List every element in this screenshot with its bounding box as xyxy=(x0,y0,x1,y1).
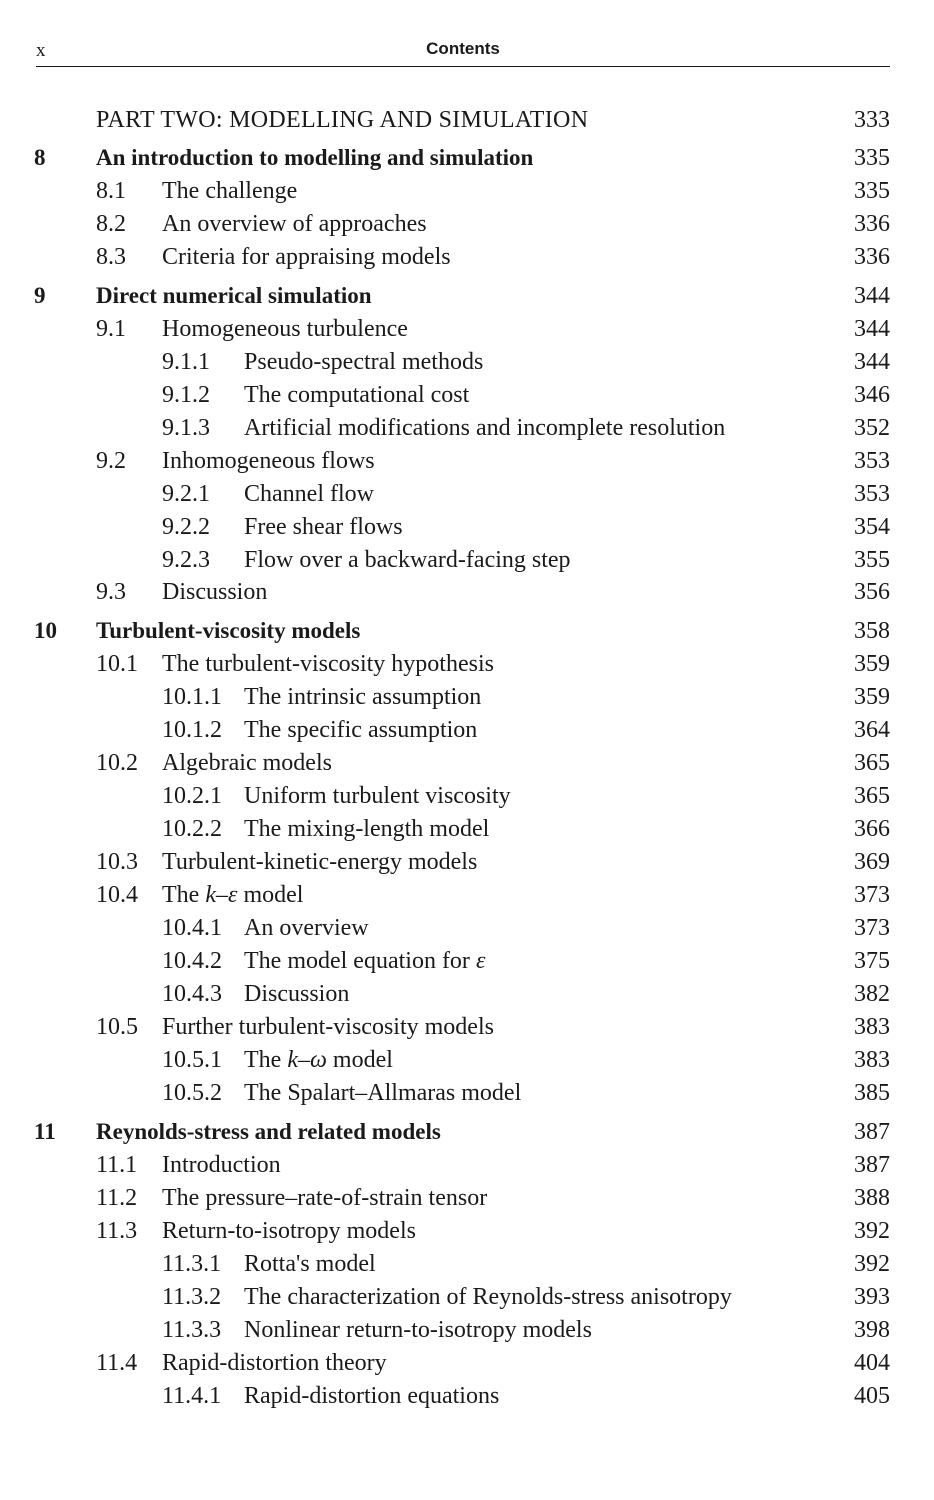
toc-chapter-entry[interactable] xyxy=(0,280,934,312)
toc-subsection-entry[interactable] xyxy=(0,978,934,1010)
subsection-number: 10.2.2 xyxy=(162,816,222,842)
section-number: 10.4 xyxy=(96,882,138,908)
chapter-page-number: 387 xyxy=(854,1119,890,1145)
section-title: Turbulent-kinetic-energy models xyxy=(162,849,478,875)
section-number: 11.3 xyxy=(96,1218,138,1244)
toc-section-entry[interactable] xyxy=(0,241,934,273)
section-page-number: 335 xyxy=(854,178,890,204)
subsection-title: Artificial modifications and incomplete resolution xyxy=(244,415,726,441)
section-page-number: 383 xyxy=(854,1014,890,1040)
part-title: PART TWO: MODELLING AND SIMULATION xyxy=(96,107,589,133)
section-page-number: 353 xyxy=(854,448,890,474)
section-page-number: 388 xyxy=(854,1185,890,1211)
subsection-page-number: 364 xyxy=(854,717,890,743)
subsection-number: 10.5.1 xyxy=(162,1047,222,1073)
section-title: The challenge xyxy=(162,178,298,204)
section-title: Inhomogeneous flows xyxy=(162,448,375,474)
section-title: The pressure–rate-of-strain tensor xyxy=(162,1185,488,1211)
subsection-title: The model equation for ε xyxy=(244,948,486,974)
subsection-page-number: 398 xyxy=(854,1317,890,1343)
toc-subsection-entry[interactable] xyxy=(0,1248,934,1280)
subsection-number: 11.3.2 xyxy=(162,1284,222,1310)
toc-subsection-entry[interactable] xyxy=(0,945,934,977)
toc-section-entry[interactable] xyxy=(0,1149,934,1181)
chapter-title: An introduction to modelling and simulation xyxy=(96,145,534,170)
chapter-number: 10 xyxy=(34,618,57,643)
subsection-number: 9.2.2 xyxy=(162,514,210,540)
subsection-title: The intrinsic assumption xyxy=(244,684,482,710)
subsection-title: The mixing-length model xyxy=(244,816,490,842)
subsection-page-number: 346 xyxy=(854,382,890,408)
chapter-number: 8 xyxy=(34,145,46,170)
section-number: 9.3 xyxy=(96,579,126,605)
chapter-page-number: 344 xyxy=(854,283,890,309)
section-number: 10.2 xyxy=(96,750,138,776)
chapter-page-number: 335 xyxy=(854,145,890,171)
chapter-page-number: 358 xyxy=(854,618,890,644)
section-number: 9.1 xyxy=(96,316,126,342)
toc-section-entry[interactable] xyxy=(0,175,934,207)
toc-subsection-entry[interactable] xyxy=(0,780,934,812)
toc-section-entry[interactable] xyxy=(0,648,934,680)
section-title: The k–ε model xyxy=(162,882,304,908)
section-number: 10.5 xyxy=(96,1014,138,1040)
toc-section-entry[interactable] xyxy=(0,747,934,779)
section-title: Criteria for appraising models xyxy=(162,244,451,270)
section-page-number: 336 xyxy=(854,211,890,237)
toc-subsection-entry[interactable] xyxy=(0,544,934,576)
toc-subsection-entry[interactable] xyxy=(0,813,934,845)
subsection-number: 10.2.1 xyxy=(162,783,222,809)
toc-part-entry[interactable] xyxy=(0,104,934,136)
section-title: Introduction xyxy=(162,1152,281,1178)
subsection-title: The specific assumption xyxy=(244,717,478,743)
subsection-page-number: 393 xyxy=(854,1284,890,1310)
section-number: 11.2 xyxy=(96,1185,138,1211)
section-number: 11.1 xyxy=(96,1152,138,1178)
subsection-title: The Spalart–Allmaras model xyxy=(244,1080,522,1106)
subsection-number: 10.4.1 xyxy=(162,915,222,941)
subsection-number: 9.2.1 xyxy=(162,481,210,507)
toc-section-entry[interactable] xyxy=(0,1215,934,1247)
subsection-number: 11.4.1 xyxy=(162,1383,222,1409)
subsection-title: Discussion xyxy=(244,981,350,1007)
toc-subsection-entry[interactable] xyxy=(0,681,934,713)
subsection-title: The k–ω model xyxy=(244,1047,393,1073)
subsection-title: Free shear flows xyxy=(244,514,403,540)
subsection-title: The characterization of Reynolds-stress anisotropy xyxy=(244,1284,732,1310)
chapter-number: 11 xyxy=(34,1119,56,1144)
subsection-page-number: 405 xyxy=(854,1383,890,1409)
subsection-number: 9.1.1 xyxy=(162,349,210,375)
section-page-number: 387 xyxy=(854,1152,890,1178)
section-page-number: 344 xyxy=(854,316,890,342)
section-page-number: 392 xyxy=(854,1218,890,1244)
toc-subsection-entry[interactable] xyxy=(0,714,934,746)
toc-section-entry[interactable] xyxy=(0,208,934,240)
section-number: 8.1 xyxy=(96,178,126,204)
subsection-title: Pseudo-spectral methods xyxy=(244,349,484,375)
subsection-title: An overview xyxy=(244,915,369,941)
section-page-number: 373 xyxy=(854,882,890,908)
chapter-title: Direct numerical simulation xyxy=(96,283,372,308)
section-number: 10.1 xyxy=(96,651,138,677)
subsection-number: 9.1.2 xyxy=(162,382,210,408)
toc-chapter-entry[interactable] xyxy=(0,615,934,647)
toc-section-entry[interactable] xyxy=(0,846,934,878)
subsection-page-number: 373 xyxy=(854,915,890,941)
section-number: 9.2 xyxy=(96,448,126,474)
subsection-number: 10.5.2 xyxy=(162,1080,222,1106)
toc-subsection-entry[interactable] xyxy=(0,379,934,411)
subsection-page-number: 382 xyxy=(854,981,890,1007)
section-title: The turbulent-viscosity hypothesis xyxy=(162,651,494,677)
toc-subsection-entry[interactable] xyxy=(0,478,934,510)
subsection-number: 10.1.1 xyxy=(162,684,222,710)
page-folio: x xyxy=(36,40,46,61)
subsection-page-number: 354 xyxy=(854,514,890,540)
subsection-page-number: 375 xyxy=(854,948,890,974)
chapter-number: 9 xyxy=(34,283,46,308)
toc-section-entry[interactable] xyxy=(0,879,934,911)
toc-section-entry[interactable] xyxy=(0,576,934,608)
subsection-number: 10.4.3 xyxy=(162,981,222,1007)
toc-subsection-entry[interactable] xyxy=(0,346,934,378)
subsection-number: 10.4.2 xyxy=(162,948,222,974)
subsection-title: The computational cost xyxy=(244,382,470,408)
chapter-title: Reynolds-stress and related models xyxy=(96,1119,441,1144)
section-title: Rapid-distortion theory xyxy=(162,1350,387,1376)
section-title: Discussion xyxy=(162,579,268,605)
subsection-page-number: 365 xyxy=(854,783,890,809)
toc-subsection-entry[interactable] xyxy=(0,511,934,543)
toc-section-entry[interactable] xyxy=(0,445,934,477)
running-title: Contents xyxy=(426,39,500,58)
subsection-title: Nonlinear return-to-isotropy models xyxy=(244,1317,592,1343)
section-number: 8.2 xyxy=(96,211,126,237)
section-title: Homogeneous turbulence xyxy=(162,316,408,342)
section-page-number: 404 xyxy=(854,1350,890,1376)
toc-chapter-entry[interactable] xyxy=(0,1116,934,1148)
section-number: 8.3 xyxy=(96,244,126,270)
subsection-page-number: 392 xyxy=(854,1251,890,1277)
subsection-number: 10.1.2 xyxy=(162,717,222,743)
toc-subsection-entry[interactable] xyxy=(0,912,934,944)
subsection-page-number: 353 xyxy=(854,481,890,507)
subsection-number: 11.3.3 xyxy=(162,1317,222,1343)
section-page-number: 356 xyxy=(854,579,890,605)
section-page-number: 369 xyxy=(854,849,890,875)
section-number: 11.4 xyxy=(96,1350,138,1376)
toc-subsection-entry[interactable] xyxy=(0,1077,934,1109)
toc-subsection-entry[interactable] xyxy=(0,1314,934,1346)
toc-section-entry[interactable] xyxy=(0,313,934,345)
section-title: Return-to-isotropy models xyxy=(162,1218,416,1244)
toc-subsection-entry[interactable] xyxy=(0,1044,934,1076)
section-page-number: 336 xyxy=(854,244,890,270)
subsection-page-number: 385 xyxy=(854,1080,890,1106)
subsection-title: Flow over a backward-facing step xyxy=(244,547,571,573)
subsection-page-number: 352 xyxy=(854,415,890,441)
chapter-title: Turbulent-viscosity models xyxy=(96,618,361,643)
toc-subsection-entry[interactable] xyxy=(0,1380,934,1412)
toc-subsection-entry[interactable] xyxy=(0,412,934,444)
subsection-number: 11.3.1 xyxy=(162,1251,222,1277)
section-title: An overview of approaches xyxy=(162,211,427,237)
section-page-number: 365 xyxy=(854,750,890,776)
subsection-number: 9.2.3 xyxy=(162,547,210,573)
section-page-number: 359 xyxy=(854,651,890,677)
section-title: Further turbulent-viscosity models xyxy=(162,1014,494,1040)
toc-section-entry[interactable] xyxy=(0,1011,934,1043)
subsection-page-number: 359 xyxy=(854,684,890,710)
subsection-page-number: 366 xyxy=(854,816,890,842)
toc-section-entry[interactable] xyxy=(0,1182,934,1214)
part-page-number: 333 xyxy=(854,107,890,133)
section-title: Algebraic models xyxy=(162,750,332,776)
subsection-title: Channel flow xyxy=(244,481,374,507)
subsection-number: 9.1.3 xyxy=(162,415,210,441)
subsection-title: Rapid-distortion equations xyxy=(244,1383,500,1409)
subsection-page-number: 383 xyxy=(854,1047,890,1073)
subsection-page-number: 355 xyxy=(854,547,890,573)
subsection-title: Rotta's model xyxy=(244,1251,376,1277)
toc-subsection-entry[interactable] xyxy=(0,1281,934,1313)
section-number: 10.3 xyxy=(96,849,138,875)
subsection-title: Uniform turbulent viscosity xyxy=(244,783,511,809)
toc-section-entry[interactable] xyxy=(0,1347,934,1379)
toc-chapter-entry[interactable] xyxy=(0,142,934,174)
subsection-page-number: 344 xyxy=(854,349,890,375)
